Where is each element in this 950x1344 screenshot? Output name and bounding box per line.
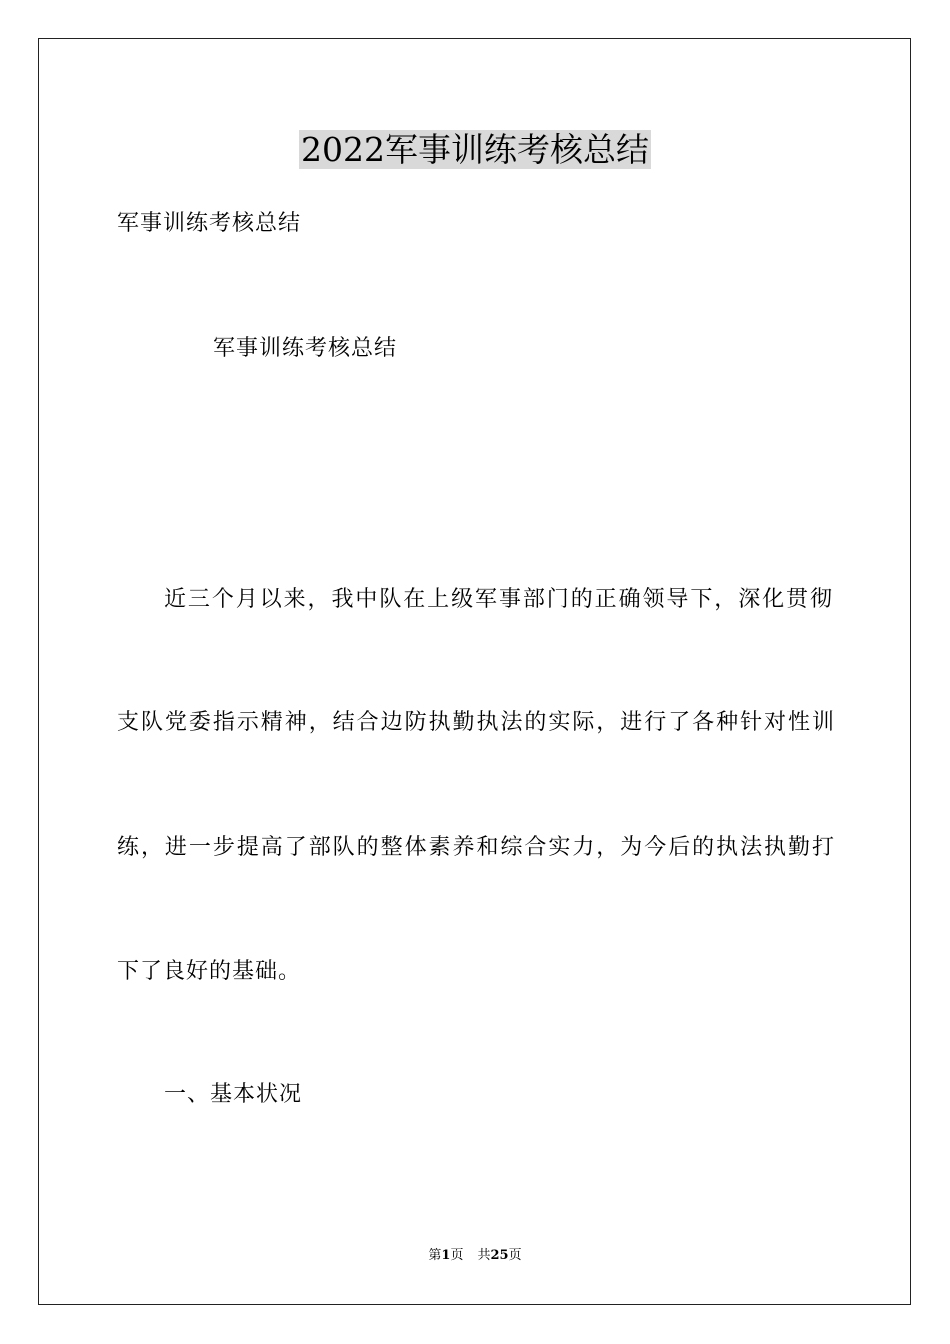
paragraph-line-4: 下了良好的基础。	[117, 959, 302, 984]
total-pages-prefix: 共	[477, 1248, 491, 1263]
page-number-suffix: 页	[450, 1248, 464, 1263]
total-pages-count: 25	[490, 1248, 509, 1263]
paragraph-line-3: 练，进一步提高了部队的整体素养和综合实力，为今后的执法执勤打	[117, 835, 834, 860]
document-title: 2022军事训练考核总结	[301, 130, 649, 169]
paragraph-line-2: 支队党委指示精神，结合边防执勤执法的实际，进行了各种针对性训	[117, 710, 834, 735]
paragraph-line-1: 近三个月以来，我中队在上级军事部门的正确领导下，深化贯彻	[164, 587, 832, 612]
subtitle-left: 军事训练考核总结	[117, 211, 302, 236]
page-number-prefix: 第	[428, 1248, 442, 1263]
total-pages-suffix: 页	[508, 1248, 522, 1263]
page-footer	[0, 1246, 950, 1266]
subtitle-indented: 军事训练考核总结	[213, 336, 398, 361]
page-number-current: 1	[441, 1248, 451, 1263]
section-heading: 一、基本状况	[164, 1082, 303, 1107]
